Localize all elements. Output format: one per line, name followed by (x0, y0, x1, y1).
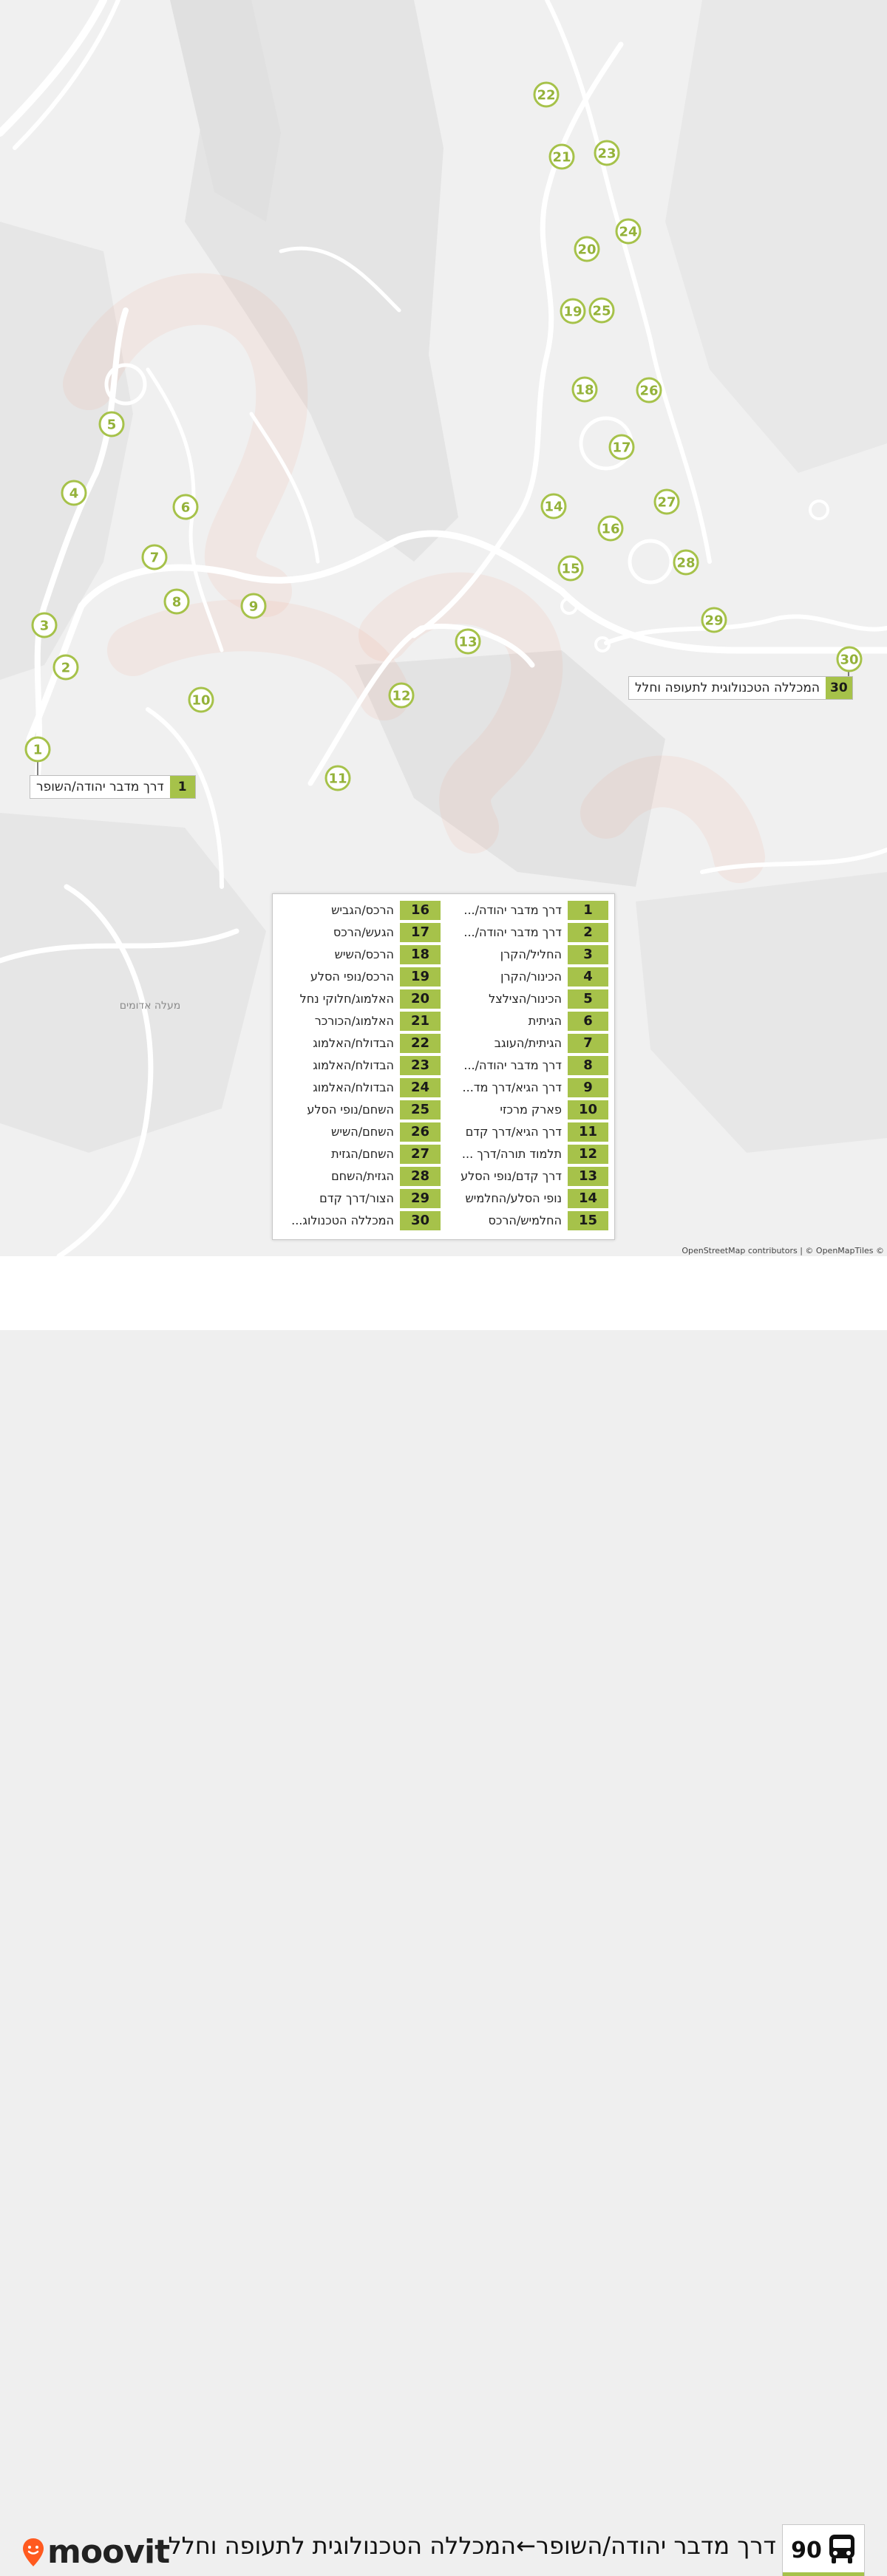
stop-number: 19 (400, 967, 441, 987)
stop-number: 26 (400, 1122, 441, 1142)
stop-marker-25[interactable] (590, 299, 614, 322)
stop-name: דרך הגיא/דרך מד... (462, 1080, 562, 1094)
stop-marker-number: 15 (561, 561, 580, 577)
stop-row-17[interactable] (278, 923, 441, 942)
stop-marker-number: 14 (544, 499, 563, 515)
stop-row-4[interactable] (446, 967, 608, 987)
stop-name: האלמוג/חלוקי נחל (299, 992, 394, 1006)
stop-marker-10[interactable] (189, 688, 213, 712)
stop-marker-number: 12 (392, 688, 411, 704)
stop-number: 24 (400, 1078, 441, 1097)
stop-name: החליל/הקרן (500, 947, 562, 961)
end-stop-number: 30 (826, 677, 852, 699)
stop-number: 30 (400, 1211, 441, 1230)
stop-name: הצור/דרך קדם (319, 1191, 394, 1205)
stop-name: פארק מרכזי (500, 1103, 562, 1117)
stop-marker-number: 21 (552, 149, 571, 166)
stop-marker-number: 28 (676, 555, 696, 571)
stop-number: 18 (400, 945, 441, 964)
moovit-logo[interactable] (22, 2533, 169, 2571)
stop-row-27[interactable] (278, 1145, 441, 1164)
stop-row-11[interactable] (446, 1122, 608, 1142)
stop-row-28[interactable] (278, 1167, 441, 1186)
moovit-wordmark: moovit (47, 2533, 170, 2571)
stop-marker-number: 7 (149, 550, 160, 566)
stop-marker-number: 18 (575, 382, 594, 398)
stop-number: 6 (568, 1012, 608, 1031)
stop-marker-28[interactable] (674, 551, 698, 574)
stop-number: 27 (400, 1145, 441, 1164)
stop-row-12[interactable] (446, 1145, 608, 1164)
stop-marker-number: 20 (577, 242, 597, 258)
stop-marker-number: 8 (171, 594, 182, 610)
stop-number: 25 (400, 1100, 441, 1120)
end-stop-label[interactable] (628, 676, 853, 700)
stop-number: 4 (568, 967, 608, 987)
stop-number: 15 (568, 1211, 608, 1230)
stop-row-3[interactable] (446, 945, 608, 964)
stop-marker-3[interactable] (33, 613, 56, 637)
stops-list (272, 893, 615, 1240)
stop-row-23[interactable] (278, 1056, 441, 1075)
stop-row-29[interactable] (278, 1189, 441, 1208)
stop-name: דרך מדבר יהודה/... (463, 1058, 562, 1072)
stop-row-6[interactable] (446, 1012, 608, 1031)
stop-name: נופי הסלע/החלמיש (465, 1191, 562, 1205)
stop-marker-20[interactable] (575, 237, 599, 261)
stop-marker-7[interactable] (143, 545, 166, 569)
stop-marker-number: 9 (248, 599, 259, 615)
place-label: מעלה אדומים (119, 1000, 181, 1012)
stop-marker-9[interactable] (242, 594, 265, 618)
stop-marker-1[interactable] (26, 737, 50, 761)
moovit-pin-icon (22, 2538, 44, 2567)
stop-marker-24[interactable] (616, 219, 640, 243)
stop-name: החלמיש/הרכס (488, 1213, 562, 1227)
route-badge[interactable] (782, 2524, 865, 2576)
stop-marker-26[interactable] (637, 378, 661, 402)
stop-number: 11 (568, 1122, 608, 1142)
start-stop-label[interactable] (30, 775, 196, 799)
stop-marker-number: 24 (619, 224, 638, 240)
stop-marker-number: 11 (328, 771, 347, 787)
stop-name: הכינור/הצילצל (489, 992, 562, 1006)
stop-name: הגיתית (528, 1014, 562, 1028)
stop-marker-4[interactable] (62, 481, 86, 505)
map-attribution[interactable]: OpenStreetMap contributors | © OpenMapTiles © (682, 1246, 884, 1255)
stop-row-18[interactable] (278, 945, 441, 964)
stop-marker-number: 5 (106, 417, 117, 433)
stop-row-15[interactable] (446, 1211, 608, 1230)
stop-marker-number: 16 (601, 521, 620, 537)
stop-marker-5[interactable] (100, 412, 123, 436)
stop-marker-13[interactable] (456, 630, 480, 653)
stop-number: 10 (568, 1100, 608, 1120)
stop-name: דרך מדבר יהודה/... (463, 925, 562, 939)
stop-marker-27[interactable] (655, 490, 679, 514)
start-stop-name: דרך מדבר יהודה/השופר (36, 780, 164, 794)
stop-row-5[interactable] (446, 989, 608, 1009)
stop-marker-14[interactable] (542, 494, 565, 518)
stop-marker-12[interactable] (390, 684, 413, 707)
route-footer (0, 1256, 887, 2571)
stop-marker-number: 25 (592, 303, 611, 319)
stop-row-8[interactable] (446, 1056, 608, 1075)
stop-row-21[interactable] (278, 1012, 441, 1031)
stop-marker-8[interactable] (165, 590, 188, 613)
stop-name: הבדולח/האלמוג (313, 1058, 394, 1072)
stop-name: דרך מדבר יהודה/... (463, 903, 562, 917)
stop-number: 23 (400, 1056, 441, 1075)
stop-name: תלמוד תורה/דרך ... (461, 1147, 562, 1161)
stop-row-2[interactable] (446, 923, 608, 942)
stop-number: 29 (400, 1189, 441, 1208)
stop-name: דרך קדם/נופי הסלע (461, 1169, 562, 1183)
stop-number: 20 (400, 989, 441, 1009)
stop-name: הרכס/השיש (334, 947, 394, 961)
route-number: 90 (791, 2537, 822, 2563)
stop-marker-number: 29 (704, 613, 724, 629)
stop-marker-29[interactable] (702, 608, 726, 632)
stop-number: 8 (568, 1056, 608, 1075)
stop-marker-2[interactable] (54, 655, 78, 679)
stop-marker-number: 23 (597, 146, 616, 162)
stop-marker-22[interactable] (534, 83, 558, 106)
route-badge-underline (783, 2572, 864, 2576)
stop-number: 22 (400, 1034, 441, 1053)
stop-name: השחם/הגזית (331, 1147, 394, 1161)
stop-number: 14 (568, 1189, 608, 1208)
stop-number: 12 (568, 1145, 608, 1164)
stop-row-25[interactable] (278, 1100, 441, 1120)
stop-marker-number: 4 (69, 485, 79, 502)
stop-name: הבדולח/האלמוג (313, 1080, 394, 1094)
stop-name: השחם/השיש (331, 1125, 394, 1139)
stop-marker-18[interactable] (573, 378, 597, 401)
stop-marker-16[interactable] (599, 517, 622, 540)
stop-name: הרכס/נופי הסלע (310, 970, 394, 984)
stop-name: הגזית/השחם (331, 1169, 394, 1183)
stop-name: הגיתית/העוגב (494, 1036, 562, 1050)
stop-marker-number: 1 (33, 742, 43, 758)
end-stop-name: המכללה הטכנולוגית לתעופה וחלל (635, 681, 820, 695)
stop-marker-number: 30 (840, 652, 859, 668)
stop-number: 7 (568, 1034, 608, 1053)
stop-marker-11[interactable] (326, 766, 350, 790)
stop-row-7[interactable] (446, 1034, 608, 1053)
route-title: דרך מדבר יהודה/השופר←המכללה הטכנולוגית לתעופה וחלל (168, 2532, 776, 2560)
stop-marker-number: 10 (191, 692, 211, 709)
stop-row-13[interactable] (446, 1167, 608, 1186)
stop-number: 16 (400, 901, 441, 920)
stop-marker-number: 13 (458, 634, 478, 650)
stop-row-22[interactable] (278, 1034, 441, 1053)
stop-marker-6[interactable] (174, 495, 197, 519)
stop-row-20[interactable] (278, 989, 441, 1009)
stop-name: הבדולח/האלמוג (313, 1036, 394, 1050)
stop-row-14[interactable] (446, 1189, 608, 1208)
stop-marker-number: 17 (612, 440, 631, 456)
stop-number: 28 (400, 1167, 441, 1186)
stop-marker-15[interactable] (559, 556, 582, 580)
stop-name: הרכס/הגביש (331, 903, 394, 917)
stop-number: 13 (568, 1167, 608, 1186)
start-stop-number: 1 (170, 776, 195, 798)
stop-name: האלמוג/הכורכר (314, 1014, 394, 1028)
stop-marker-17[interactable] (610, 435, 633, 459)
stop-name: השחם/נופי הסלע (307, 1103, 394, 1117)
stop-marker-23[interactable] (595, 141, 619, 165)
stop-marker-number: 27 (657, 494, 676, 511)
stop-row-26[interactable] (278, 1122, 441, 1142)
stop-marker-number: 22 (537, 87, 556, 103)
stop-number: 17 (400, 923, 441, 942)
stop-number: 21 (400, 1012, 441, 1031)
stop-row-16[interactable] (278, 901, 441, 920)
stop-number: 9 (568, 1078, 608, 1097)
stop-marker-30[interactable] (837, 647, 861, 671)
stop-marker-number: 6 (180, 500, 191, 516)
stop-row-30[interactable] (278, 1211, 441, 1230)
stop-row-19[interactable] (278, 967, 441, 987)
stop-marker-number: 19 (563, 304, 582, 320)
stop-number: 2 (568, 923, 608, 942)
stop-row-1[interactable] (446, 901, 608, 920)
stop-number: 3 (568, 945, 608, 964)
stop-name: דרך הגיא/דרך קדם (465, 1125, 562, 1139)
stop-marker-number: 26 (639, 383, 659, 399)
bus-icon (828, 2533, 856, 2567)
stop-row-10[interactable] (446, 1100, 608, 1120)
stop-marker-number: 2 (61, 660, 71, 676)
stop-marker-19[interactable] (561, 299, 585, 323)
stop-row-24[interactable] (278, 1078, 441, 1097)
stop-name: המכללה הטכנולוג... (291, 1213, 394, 1227)
stop-number: 5 (568, 989, 608, 1009)
stop-number: 1 (568, 901, 608, 920)
stop-name: הכינור/הקרן (500, 970, 562, 984)
stop-row-9[interactable] (446, 1078, 608, 1097)
stop-marker-21[interactable] (550, 145, 574, 168)
stop-marker-number: 3 (39, 618, 50, 634)
stop-name: הגעש/הרכס (333, 925, 394, 939)
